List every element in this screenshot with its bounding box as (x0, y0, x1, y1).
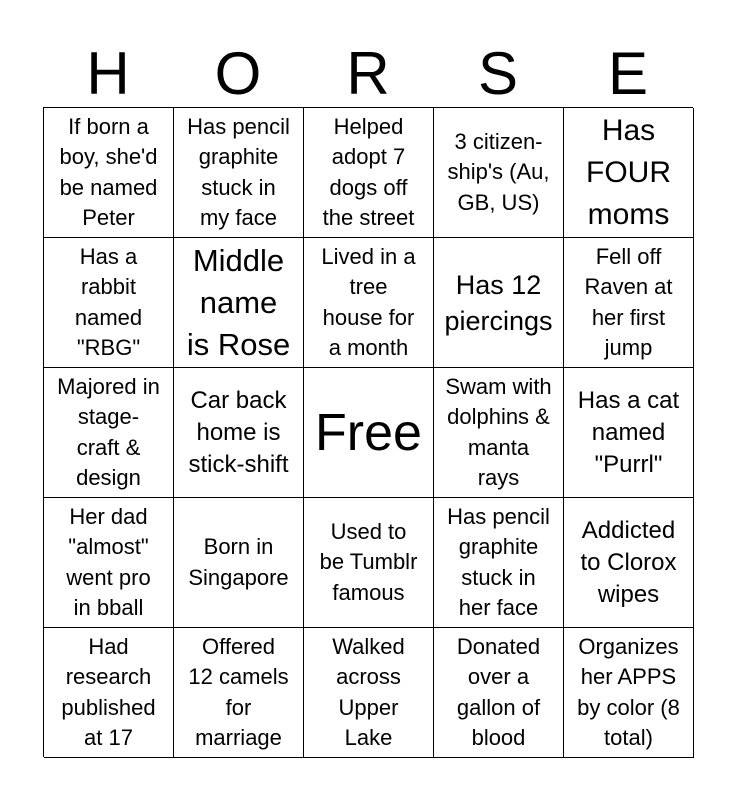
bingo-cell[interactable] (564, 498, 694, 628)
bingo-cell[interactable] (174, 238, 304, 368)
cell-text: Has pencil graphite stuck in my face (187, 113, 290, 230)
bingo-cell[interactable] (304, 108, 434, 238)
bingo-cell[interactable] (174, 628, 304, 758)
bingo-cell[interactable] (564, 108, 694, 238)
cell-text: Used to be Tumblr famous (319, 518, 418, 605)
bingo-cell[interactable] (434, 498, 564, 628)
bingo-cell[interactable] (44, 238, 174, 368)
bingo-cell[interactable] (434, 108, 564, 238)
bingo-cell[interactable] (434, 368, 564, 498)
cell-text: Had research published at 17 (61, 633, 156, 750)
bingo-cell[interactable] (564, 628, 694, 758)
bingo-cell[interactable] (174, 498, 304, 628)
free-space-text: Free (315, 403, 422, 462)
bingo-cell[interactable] (44, 368, 174, 498)
header-letter-e: E (607, 40, 649, 107)
cell-text: Walked across Upper Lake (332, 633, 405, 750)
header-letter-r: R (346, 40, 390, 107)
header-letter-s: S (477, 40, 519, 107)
bingo-cell[interactable] (304, 628, 434, 758)
bingo-header (43, 40, 693, 108)
bingo-cell[interactable] (564, 368, 694, 498)
bingo-cell[interactable] (174, 368, 304, 498)
cell-text: Has pencil graphite stuck in her face (447, 503, 550, 620)
cell-text: Fell off Raven at her first jump (584, 243, 673, 360)
header-letter-h: H (86, 40, 130, 107)
free-space[interactable] (304, 368, 434, 498)
cell-text: Organizes her APPS by color (8 total) (577, 633, 680, 750)
bingo-cell[interactable] (174, 108, 304, 238)
cell-text: Helped adopt 7 dogs off the street (322, 113, 415, 230)
cell-text: Lived in a tree house for a month (321, 243, 416, 360)
bingo-cell[interactable] (434, 628, 564, 758)
bingo-cell[interactable] (44, 628, 174, 758)
bingo-cell[interactable] (304, 498, 434, 628)
cell-text: Has a cat named "Purrl" (577, 386, 680, 478)
cell-text: 3 citizen- ship's (Au, GB, US) (447, 128, 550, 215)
cell-text: Has a rabbit named "RBG" (74, 243, 143, 360)
cell-text: Swam with dolphins & manta rays (445, 373, 552, 490)
cell-text: Has 12 piercings (444, 269, 553, 336)
bingo-cell[interactable] (564, 238, 694, 368)
cell-text: Majored in stage- craft & design (57, 373, 160, 490)
bingo-board (43, 107, 693, 757)
bingo-cell[interactable] (44, 498, 174, 628)
cell-text: Offered 12 camels for marriage (188, 633, 289, 750)
bingo-cell[interactable] (434, 238, 564, 368)
cell-text: Addicted to Clorox wipes (580, 516, 677, 608)
cell-text: Middle name is Rose (186, 242, 291, 362)
cell-text: Her dad "almost" went pro in bball (66, 503, 151, 620)
cell-text: Has FOUR moms (586, 113, 671, 231)
bingo-cell[interactable] (44, 108, 174, 238)
bingo-cell[interactable] (304, 238, 434, 368)
cell-text: Donated over a gallon of blood (456, 633, 541, 750)
header-letter-o: O (214, 40, 262, 107)
cell-text: If born a boy, she'd be named Peter (59, 113, 158, 230)
cell-text: Born in Singapore (188, 534, 289, 590)
cell-text: Car back home is stick-shift (188, 386, 289, 478)
